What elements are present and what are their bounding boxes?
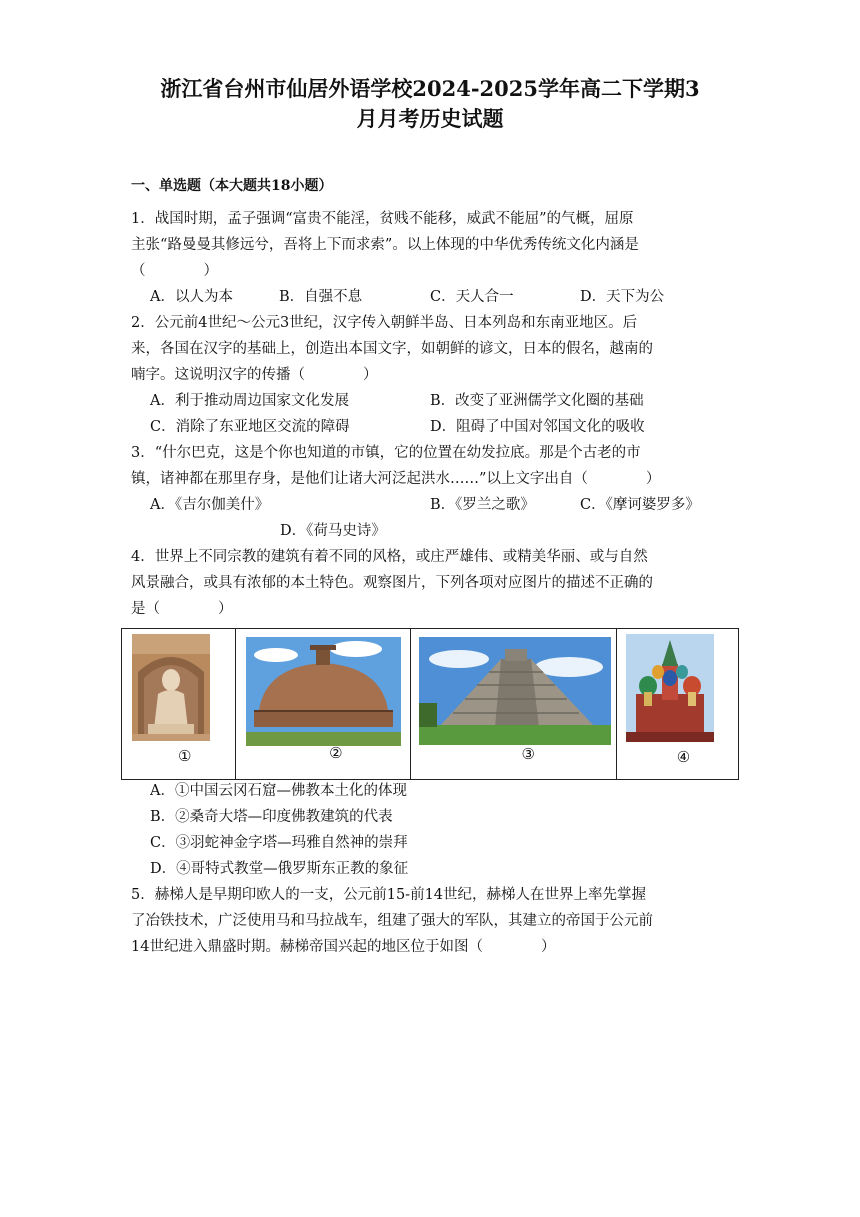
q3-option-a[interactable]: A．《吉尔伽美什》 (150, 497, 270, 513)
q2-option-d[interactable]: D．阻碍了中国对邻国文化的吸收 (430, 419, 645, 435)
image-table (121, 628, 739, 780)
q3-option-c[interactable]: C．《摩诃婆罗多》 (580, 497, 700, 513)
image-label-4: ④ (676, 748, 691, 766)
image-label-2: ② (329, 744, 343, 762)
q5-line-1: 5．赫梯人是早期印欧人的一支，公元前15-前14世纪，赫梯人在世界上率先掌握 (131, 887, 647, 903)
q2-option-a[interactable]: A．利于推动周边国家文化发展 (150, 393, 349, 409)
q4-option-c[interactable]: C．③羽蛇神金字塔—玛雅自然神的崇拜 (150, 835, 408, 851)
question-4 (131, 544, 731, 622)
section-heading: 一、单选题（本大题共18小题） (131, 178, 333, 194)
question-3 (131, 440, 731, 492)
question-5 (131, 882, 731, 960)
q1-line-2: 主张“路曼曼其修远兮，吾将上下而求索”。以上体现的中华优秀传统文化内涵是 (131, 237, 639, 253)
yungang-grottoes-image (132, 634, 210, 741)
q1-line-3: （ ） (131, 263, 218, 279)
st-basils-cathedral-image (626, 634, 714, 742)
q2-option-c[interactable]: C．消除了东亚地区交流的障碍 (150, 419, 350, 435)
q3-line-1: 3．“什尔巴克，这是个你也知道的市镇，它的位置在幼发拉底。那是个古老的市 (131, 445, 641, 461)
q1-option-d[interactable]: D．天下为公 (580, 289, 665, 305)
q5-line-2: 了冶铁技术，广泛使用马和马拉战车，组建了强大的军队，其建立的帝国于公元前 (131, 913, 653, 929)
kukulcan-pyramid-image (419, 637, 611, 745)
q2-line-2: 来，各国在汉字的基础上，创造出本国文字，如朝鲜的谚文，日本的假名，越南的 (131, 341, 653, 357)
title-line-1: 浙江省台州市仙居外语学校2024-2025学年高二下学期3 (160, 76, 700, 101)
q1-line-1: 1．战国时期，孟子强调“富贵不能淫，贫贱不能移，威武不能屈”的气概，屈原 (131, 211, 634, 227)
q4-line-3: 是（ ） (131, 601, 233, 617)
q3-option-b[interactable]: B．《罗兰之歌》 (430, 497, 535, 513)
image-cell-1 (122, 629, 236, 780)
q3-option-d[interactable]: D．《荷马史诗》 (280, 523, 386, 539)
page-title (0, 74, 860, 134)
image-label-1: ① (178, 747, 192, 765)
q2-line-1: 2．公元前4世纪～公元3世纪，汉字传入朝鲜半岛、日本列岛和东南亚地区。后 (131, 315, 638, 331)
q4-line-1: 4．世界上不同宗教的建筑有着不同的风格，或庄严雄伟、或精美华丽、或与自然 (131, 549, 648, 565)
q1-option-c[interactable]: C．天人合一 (430, 289, 514, 305)
q2-line-3: 喃字。这说明汉字的传播（ ） (131, 367, 378, 383)
q3-line-2: 镇，诸神都在那里存身，是他们让诸大河泛起洪水……”以上文字出自（ ） (131, 471, 661, 487)
q4-option-a[interactable]: A．①中国云冈石窟—佛教本土化的体现 (150, 783, 407, 799)
image-cell-4 (616, 629, 738, 780)
question-2 (131, 310, 731, 388)
q4-line-2: 风景融合，或具有浓郁的本土特色。观察图片，下列各项对应图片的描述不正确的 (131, 575, 653, 591)
q1-option-a[interactable]: A．以人为本 (150, 289, 233, 305)
q2-option-b[interactable]: B．改变了亚洲儒学文化圈的基础 (430, 393, 644, 409)
image-label-3: ③ (521, 745, 535, 763)
q5-line-3: 14世纪进入鼎盛时期。赫梯帝国兴起的地区位于如图（ ） (131, 939, 556, 955)
sanchi-stupa-image (246, 637, 401, 746)
question-1 (131, 206, 731, 284)
q4-option-b[interactable]: B．②桑奇大塔—印度佛教建筑的代表 (150, 809, 393, 825)
q4-option-d[interactable]: D．④哥特式教堂—俄罗斯东正教的象征 (150, 861, 409, 877)
title-line-2: 月月考历史试题 (356, 106, 504, 131)
q1-option-b[interactable]: B．自强不息 (279, 289, 363, 305)
image-cell-2 (236, 629, 411, 780)
image-cell-3 (411, 629, 616, 780)
